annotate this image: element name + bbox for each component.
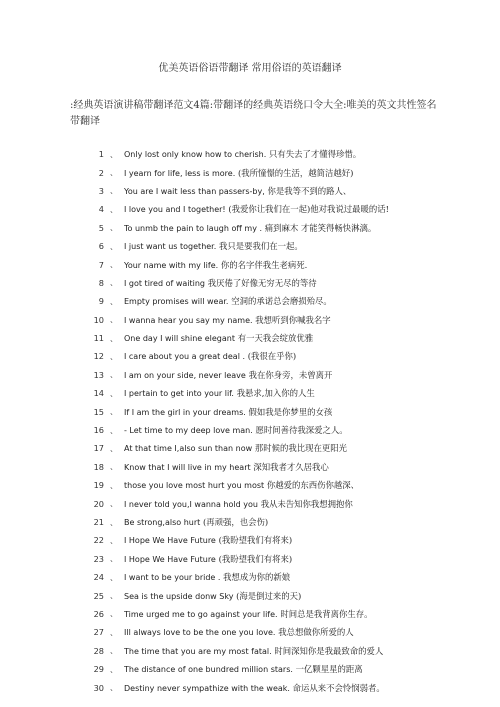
item-entry <box>124 424 348 436</box>
list-item <box>70 274 470 292</box>
item-number: 26 <box>93 608 104 619</box>
item-number: 17 <box>93 443 104 454</box>
item-entry <box>124 259 307 271</box>
chinese-translation: 有一天我会绽放优雅 <box>237 333 314 344</box>
chinese-translation: 假如我是你梦里的女孩 <box>248 406 333 417</box>
item-number: 18 <box>93 461 104 472</box>
item-number: 25 <box>93 590 104 601</box>
english-phrase: You are I wait less than passers-by, <box>124 186 265 196</box>
item-entry <box>124 626 354 638</box>
english-phrase: those you love most hurt you most <box>124 481 265 491</box>
item-number: 20 <box>93 498 104 509</box>
list-item <box>70 402 470 420</box>
item-number: 10 <box>93 314 104 325</box>
list-item <box>70 384 470 402</box>
item-separator: 、 <box>109 516 119 527</box>
item-separator: 、 <box>109 314 119 325</box>
item-number: 24 <box>93 572 104 583</box>
item-separator: 、 <box>109 590 119 601</box>
chinese-translation: (再顽强，也会伤) <box>203 517 269 527</box>
item-separator: 、 <box>109 350 119 361</box>
item-number: 22 <box>93 535 104 546</box>
chinese-translation: 我只是要我们在一起。 <box>219 241 303 252</box>
item-separator: 、 <box>109 442 119 453</box>
chinese-translation: 我想成为你的新娘 <box>223 572 291 583</box>
item-separator: 、 <box>109 663 119 674</box>
chinese-translation: 我在你身旁，未曾离开 <box>248 369 333 380</box>
english-phrase: Ill always love to be the one you love. <box>124 628 276 638</box>
english-phrase: I Hope We Have Future <box>124 536 216 546</box>
chinese-translation: 我厌倦了好像无穷无尽的等待 <box>207 277 317 288</box>
english-phrase: The distance of one bundred million stars. <box>124 665 293 675</box>
english-phrase: I pertain to get into your lif. <box>124 389 234 399</box>
english-phrase: I love you and I together! <box>124 205 226 215</box>
item-entry <box>124 167 353 179</box>
item-entry <box>124 203 389 215</box>
item-entry <box>124 590 301 602</box>
english-phrase: I care about you a great deal . <box>124 352 245 362</box>
item-separator: 、 <box>109 185 119 196</box>
english-phrase: I just want us together. <box>124 242 217 252</box>
english-phrase: I want to be your bride . <box>124 573 221 583</box>
chinese-translation: 一亿颗星星的距离 <box>295 664 363 675</box>
english-phrase: - Let time to my deep love man. <box>124 426 253 436</box>
english-phrase: If I am the girl in your dreams. <box>124 407 246 417</box>
english-phrase: Know that I will live in my heart <box>124 462 251 472</box>
list-item <box>70 421 470 439</box>
chinese-translation: 只有失去了才懂得珍惜。 <box>269 149 362 160</box>
document-subtitle: :经典英语演讲稿带翻译范文4篇:带翻译的经典英语绕口令大全:唯美的英文共性签名带翻译 <box>70 100 437 127</box>
list-item <box>70 329 470 347</box>
list-item <box>70 476 470 494</box>
item-number: 3 <box>98 185 104 196</box>
item-entry <box>124 516 268 528</box>
item-number: 13 <box>93 369 104 380</box>
item-number: 11 <box>93 333 104 344</box>
english-phrase: I am on your side, never leave <box>124 370 246 380</box>
item-separator: 、 <box>109 553 119 564</box>
item-entry <box>124 222 376 234</box>
item-number: 15 <box>93 406 104 417</box>
item-separator: 、 <box>109 645 119 656</box>
item-entry <box>124 295 332 307</box>
list-item <box>70 531 470 549</box>
item-entry <box>124 682 385 694</box>
chinese-translation: 那时候的我比现在更阳光 <box>254 443 347 454</box>
item-separator: 、 <box>109 608 119 619</box>
chinese-translation: 痛到麻木 才能笑得畅快淋漓。 <box>264 222 377 233</box>
item-entry <box>124 498 353 510</box>
item-number: 9 <box>98 296 104 307</box>
list-item <box>70 163 470 181</box>
item-number: 1 <box>98 149 104 160</box>
chinese-translation: 我总想做你所爱的人 <box>278 627 354 638</box>
item-number: 16 <box>93 425 104 436</box>
chinese-translation: 时间总是我背离你生存。 <box>280 608 373 619</box>
english-phrase: To unmb the pain to laugh off my . <box>124 223 263 233</box>
chinese-translation: 我悬求,加入你的人生 <box>236 388 315 399</box>
item-separator: 、 <box>109 479 119 490</box>
item-number: 30 <box>93 682 104 693</box>
item-separator: 、 <box>109 498 119 509</box>
item-entry <box>124 350 296 362</box>
list-item <box>70 642 470 660</box>
english-phrase: Be strong,also hurt <box>124 518 201 527</box>
list-item <box>70 311 470 329</box>
chinese-translation: 深知我者才久居我心 <box>253 461 329 472</box>
item-separator: 、 <box>109 295 119 306</box>
item-separator: 、 <box>109 461 119 472</box>
chinese-translation: 空洞的承诺总会磨损殆尽。 <box>231 296 332 307</box>
chinese-translation: 时间深知你是我最致命的爱人 <box>274 645 384 656</box>
english-phrase: The time that you are my most fatal. <box>124 646 272 656</box>
item-number: 12 <box>93 351 104 362</box>
chinese-translation: (我很在乎你) <box>247 351 297 362</box>
chinese-translation: (我所憧憬的生活，越简洁越好) <box>238 167 354 178</box>
list-item <box>70 366 470 384</box>
list-item <box>70 200 470 218</box>
list-item <box>70 513 470 531</box>
item-entry <box>124 553 292 565</box>
item-entry <box>124 479 359 491</box>
english-phrase: I never told you,I wanna hold you <box>124 499 258 509</box>
item-number: 27 <box>93 627 104 638</box>
item-number: 29 <box>93 664 104 675</box>
english-phrase: Sea is the upside donw Sky <box>124 591 234 601</box>
item-entry <box>124 571 290 583</box>
item-separator: 、 <box>109 571 119 582</box>
item-separator: 、 <box>109 682 119 693</box>
item-entry <box>124 314 331 326</box>
list-item <box>70 145 470 163</box>
item-separator: 、 <box>109 406 119 417</box>
item-number: 14 <box>93 388 104 399</box>
list-item <box>70 494 470 512</box>
item-separator: 、 <box>109 369 119 380</box>
english-phrase: I yearn for life, less is more. <box>124 168 236 178</box>
item-entry <box>124 663 363 675</box>
list-item <box>70 439 470 457</box>
list-item <box>70 586 470 604</box>
item-entry <box>124 369 332 381</box>
item-number: 2 <box>98 167 104 178</box>
item-entry <box>124 645 383 657</box>
item-separator: 、 <box>109 240 119 251</box>
item-number: 4 <box>98 204 104 215</box>
item-number: 5 <box>98 222 104 233</box>
item-separator: 、 <box>109 277 119 288</box>
list-item <box>70 550 470 568</box>
list-item <box>70 678 470 696</box>
item-separator: 、 <box>109 534 119 545</box>
item-entry <box>124 442 347 454</box>
item-separator: 、 <box>109 167 119 178</box>
chinese-translation: 你是我等不到的路人、 <box>267 185 352 196</box>
list-item <box>70 237 470 255</box>
chinese-translation: (我盼望我们有将来) <box>218 535 293 546</box>
list-item <box>70 182 470 200</box>
item-separator: 、 <box>109 424 119 435</box>
item-number: 7 <box>98 259 104 270</box>
item-entry <box>124 148 361 160</box>
list-item <box>70 219 470 237</box>
list-item <box>70 605 470 623</box>
phrase-list <box>70 145 470 697</box>
english-phrase: Your name with my life. <box>124 260 219 270</box>
item-separator: 、 <box>109 259 119 270</box>
list-item <box>70 623 470 641</box>
item-entry <box>124 332 313 344</box>
item-separator: 、 <box>109 332 119 343</box>
list-item <box>70 458 470 476</box>
document-title: 优美英语俗语带翻译 常用俗语的英语翻译 <box>158 63 342 74</box>
chinese-translation: 我想听到你喊我名字 <box>255 314 331 325</box>
english-phrase: I Hope We Have Future <box>124 554 216 564</box>
list-item <box>70 660 470 678</box>
list-item <box>70 255 470 273</box>
chinese-translation: 你越爱的东西伤你越深、 <box>266 480 360 491</box>
item-separator: 、 <box>109 222 119 233</box>
chinese-translation: 你的名字伴我生老病死. <box>220 259 308 270</box>
chinese-translation: 命运从来不会怜悯弱者。 <box>292 682 385 693</box>
item-entry <box>124 461 329 473</box>
item-entry <box>124 387 315 399</box>
item-number: 19 <box>93 480 104 491</box>
chinese-translation: (我爱你让我们在一起)他对我说过最暖的话! <box>228 204 390 215</box>
item-entry <box>124 608 372 620</box>
chinese-translation: 我从未告知你我想拥抱你 <box>260 498 353 509</box>
item-entry <box>124 277 317 289</box>
english-phrase: One day I will shine elegant <box>124 334 235 344</box>
item-entry <box>124 240 303 252</box>
item-separator: 、 <box>109 203 119 214</box>
item-entry <box>124 406 332 418</box>
item-number: 8 <box>98 277 104 288</box>
item-number: 21 <box>93 517 104 527</box>
english-phrase: At that time I,also sun than now <box>124 444 253 454</box>
item-number: 28 <box>93 645 104 656</box>
chinese-translation: (海是倒过来的天) <box>236 590 302 601</box>
english-phrase: Empty promises will wear. <box>124 297 229 307</box>
item-entry <box>124 185 351 197</box>
item-separator: 、 <box>109 148 119 159</box>
chinese-translation: (我盼望我们有将来) <box>218 553 293 564</box>
english-phrase: Destiny never sympathize with the weak. <box>124 683 290 693</box>
chinese-translation: 愿时间善待我深爱之人。 <box>255 425 348 436</box>
list-item <box>70 568 470 586</box>
item-entry <box>124 534 292 546</box>
item-number: 6 <box>98 241 104 252</box>
item-number: 23 <box>93 553 104 564</box>
english-phrase: Only lost only know how to cherish. <box>124 150 267 160</box>
english-phrase: I wanna hear you say my name. <box>124 315 253 325</box>
english-phrase: I got tired of waiting <box>124 278 205 288</box>
item-separator: 、 <box>109 387 119 398</box>
english-phrase: Time urged me to go against your life. <box>124 609 278 619</box>
list-item <box>70 292 470 310</box>
item-separator: 、 <box>109 626 119 637</box>
list-item <box>70 347 470 365</box>
